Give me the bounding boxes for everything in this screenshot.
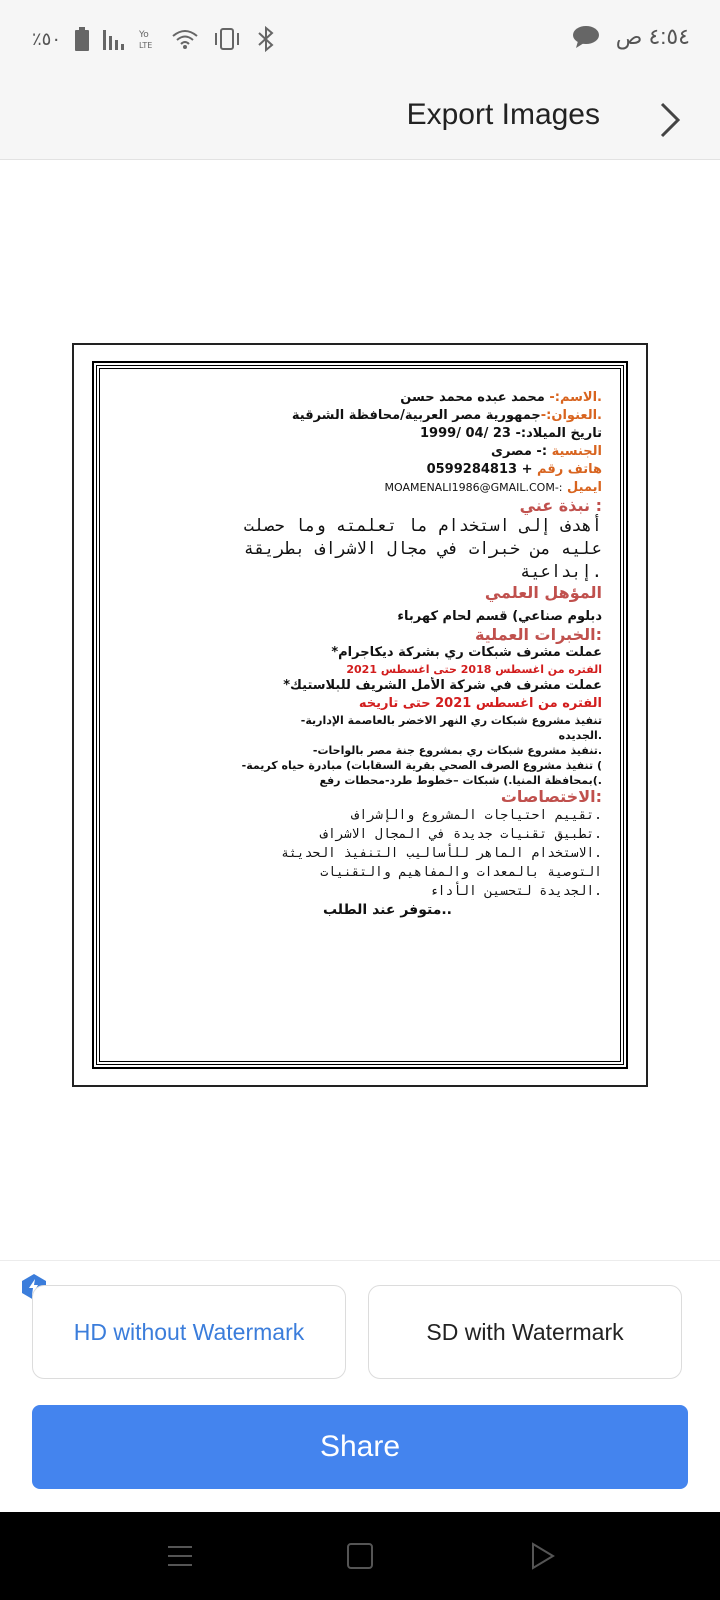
signal-icon <box>103 28 125 50</box>
hd-without-watermark-button[interactable]: HD without Watermark <box>32 1285 346 1379</box>
cv-nationality-line: الجنسية :- مصرى <box>491 444 602 459</box>
cv-about-text: أهدف إلى استخدام ما تعلمته وما حصلت عليه من خبرات في مجال الاشراف بطريقة .إبداعية <box>243 516 602 582</box>
cv-name-line: .الاسم:- محمد عبده محمد حسن <box>400 390 602 405</box>
cv-skills: .تقييم احتياجات المشروع والإشراف .تطبيق تقنيات جديدة في المجال الاشراف .الاستخدام الماهر للأساليب التنفيذ الحديثة التوصية بالمعدات والمفاهيم والتقنيات .الجديدة لتحسين الأداء <box>281 808 602 899</box>
image-preview-area <box>0 161 720 1259</box>
share-button[interactable]: Share <box>32 1405 688 1489</box>
export-options-panel <box>0 1260 720 1510</box>
volte-icon <box>139 28 157 50</box>
vibrate-icon <box>213 27 241 51</box>
system-nav-bar <box>0 1512 720 1600</box>
cv-education-value: دبلوم صناعي) قسم لحام كهرباء <box>397 609 602 624</box>
cv-about-title: : نبذة عني <box>519 497 602 515</box>
cv-education-title: المؤهل العلمي <box>484 584 602 602</box>
cv-phone-line: هاتف رقم + 0599284813 <box>426 462 602 477</box>
app-header <box>0 80 720 160</box>
bluetooth-icon <box>255 26 277 52</box>
menu-icon[interactable] <box>164 1540 196 1572</box>
sd-with-watermark-button[interactable]: SD with Watermark <box>368 1285 682 1379</box>
battery-percent: ٪٥٠ <box>32 28 62 49</box>
document-preview <box>72 343 648 1087</box>
cv-address-line: .العنوان:-جمهورية مصر العربية/محافظة الشرقية <box>291 408 602 423</box>
page-title: Export Images <box>406 98 600 131</box>
svg-text:LTE: LTE <box>139 41 153 50</box>
status-icons-left <box>32 26 277 52</box>
cv-job2: عملت مشرف في شركة الأمل الشريف للبلاستيك* <box>283 678 602 693</box>
cv-job1: عملت مشرف شبكات ري بشركة ديكاجرام* <box>331 645 602 660</box>
battery-icon <box>75 27 89 51</box>
cv-content <box>152 389 602 919</box>
cv-email-line: ايميل :-MOAMENALI1986@GMAIL.COM <box>384 480 602 495</box>
cv-projects: تنفيذ مشروع شبكات ري النهر الاخضر بالعاصمة الإدارية- .الجديده .تنفيذ مشروع شبكات ري بمشروع جنة مصر بالواحات- ) تنفيذ مشروع الصرف الصحي بقرية السقابات) مبادرة حياه كريمة- .)بمحافظة المنيا.) شبكات –خطوط طرد-محطات رفع <box>241 714 602 787</box>
cv-job1-period: الفتره من اغسطس 2018 حتى اغسطس 2021 <box>346 663 602 676</box>
message-icon <box>572 25 600 49</box>
clock: ٤:٥٤ ص <box>615 24 690 49</box>
cv-job2-period: الفتره من اغسطس 2021 حتى تاريخه <box>358 696 602 711</box>
cv-experience-title: :الخبرات العملية <box>474 626 602 644</box>
back-icon[interactable] <box>526 1540 558 1572</box>
cv-references: ..متوفر عند الطلب <box>322 902 452 918</box>
svg-text:Yo: Yo <box>139 30 149 40</box>
status-icons-right <box>572 24 690 50</box>
cv-birth-line: تاريخ الميلاد:- 23 /04 /1999 <box>420 426 602 441</box>
chevron-right-icon[interactable] <box>650 100 690 140</box>
cv-skills-title: :الاختصاصات <box>500 788 602 806</box>
wifi-icon <box>171 28 199 50</box>
home-icon[interactable] <box>344 1540 376 1572</box>
status-bar <box>0 0 720 80</box>
